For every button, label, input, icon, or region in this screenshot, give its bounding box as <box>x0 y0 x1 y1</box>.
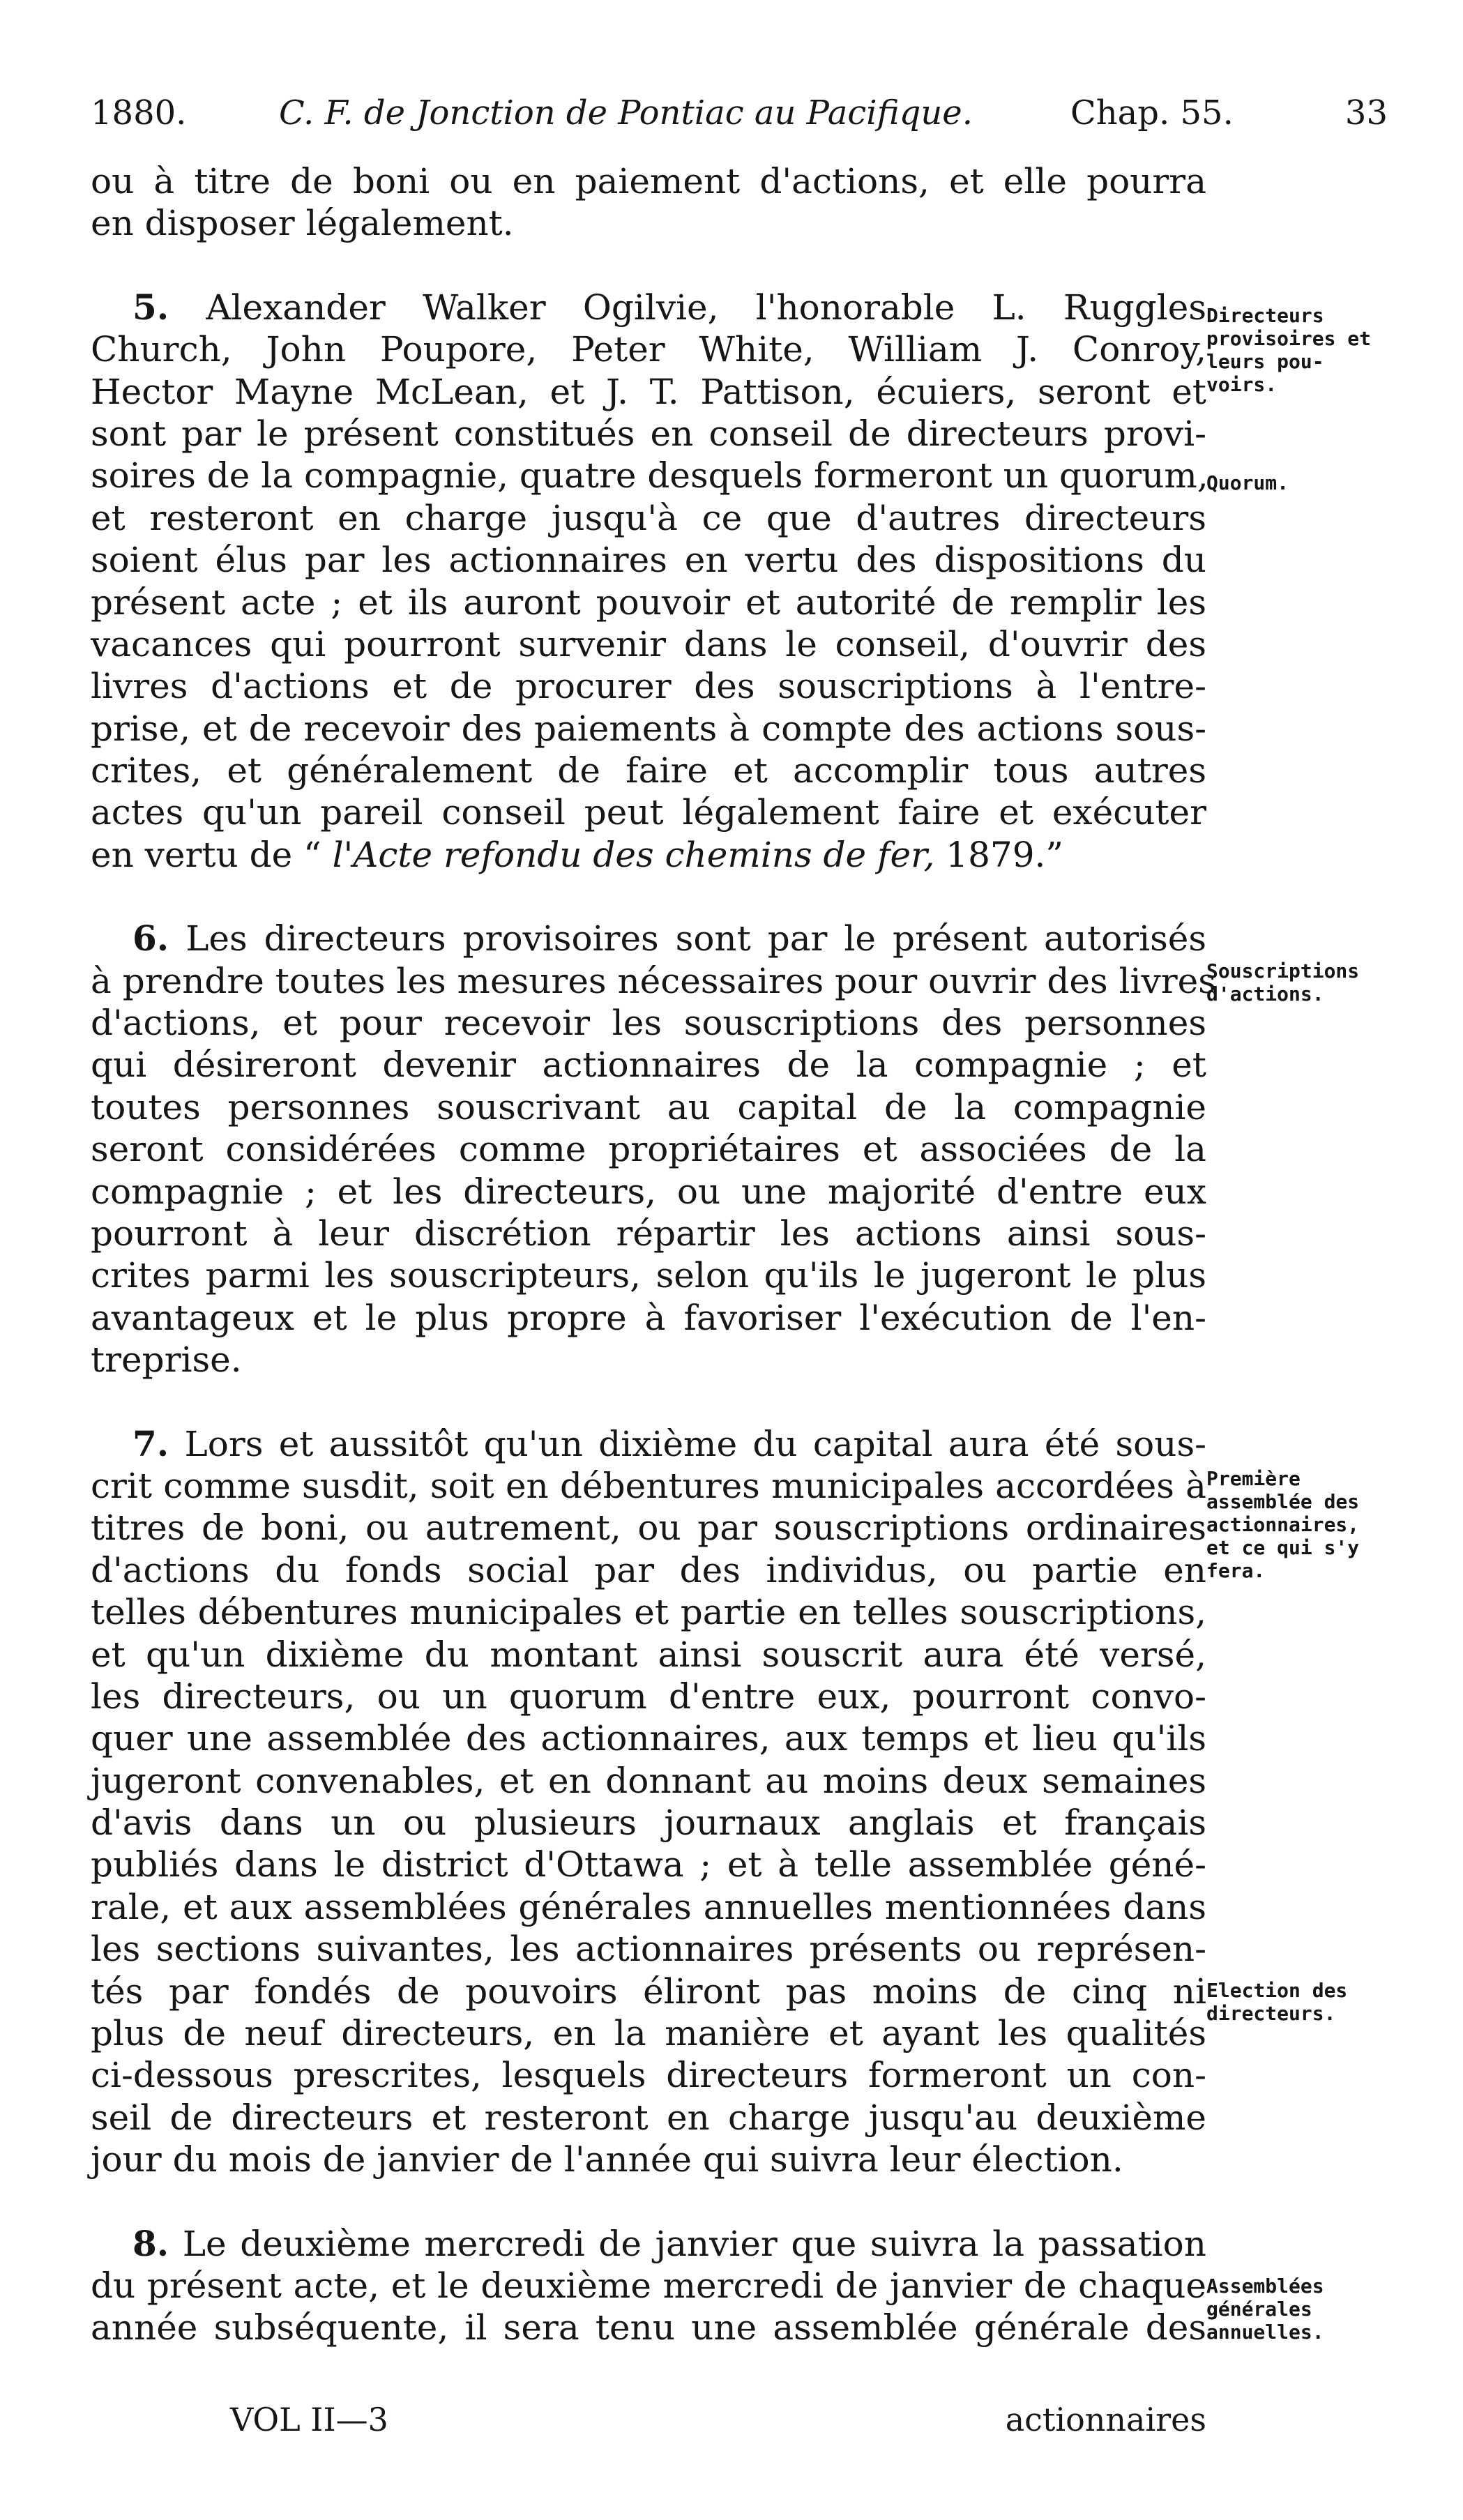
note-line: et ce qui s'y <box>1206 1536 1360 1559</box>
page-number: 33 <box>1344 93 1388 132</box>
section-number: 7. <box>132 1422 169 1464</box>
text-line: les directeurs, ou un quorum d'entre eux, pourront convo- <box>91 1676 1206 1717</box>
note-line: Première <box>1206 1467 1301 1490</box>
text-line: compagnie ; et les directeurs, ou une majorité d'entre eux <box>91 1171 1206 1212</box>
note-line: fera. <box>1206 1559 1266 1582</box>
text-line: d'avis dans un ou plusieurs journaux anglais et français <box>91 1802 1206 1844</box>
text-line: jugeront convenables, et en donnant au moins deux semaines <box>91 1760 1206 1801</box>
text-line: titres de boni, ou autrement, ou par souscriptions ordinaires <box>91 1508 1206 1549</box>
margin-note-premiere-assemblee <box>1206 1467 1402 1582</box>
text-line: seront considérées comme propriétaires et associées de la <box>91 1129 1206 1170</box>
line-text: 1879.” <box>934 834 1063 875</box>
catchword: actionnaires <box>1005 2401 1206 2438</box>
text-line: quer une assemblée des actionnaires, aux temps et lieu qu'ils <box>91 1718 1206 1759</box>
section-5 <box>91 287 1206 876</box>
act-title: l'Acte refondu des chemins de fer, <box>332 834 935 875</box>
line-text: Lors et aussitôt qu'un dixième du capital aura été sous- <box>184 1423 1206 1464</box>
section-6 <box>91 918 1216 1381</box>
note-line: leurs pou- <box>1206 350 1324 373</box>
note-line: Quorum. <box>1206 471 1289 494</box>
margin-note-assemblees-annuelles <box>1206 2275 1402 2344</box>
header-chapter: Chap. 55. <box>1070 93 1234 132</box>
header-year: 1880. <box>91 93 187 132</box>
text-line: crites, et généralement de faire et accomplir tous autres <box>91 750 1206 791</box>
line-text: Les directeurs provisoires sont par le présent autorisés <box>185 918 1206 959</box>
text-line: prise, et de recevoir des paiements à compte des actions sous- <box>91 708 1206 749</box>
note-line: assemblée des <box>1206 1490 1360 1513</box>
text-line: rale, et aux assemblées générales annuelles mentionnées dans <box>91 1886 1206 1927</box>
text-line: année subséquente, il sera tenu une assemblée générale des <box>91 2307 1206 2348</box>
running-header <box>91 85 1388 141</box>
text-line <box>91 834 1206 876</box>
text-line: crites parmi les souscripteurs, selon qu'ils le jugeront le plus <box>91 1255 1206 1296</box>
volume-signature: VOL II—3 <box>230 2401 388 2438</box>
text-line <box>91 287 1206 328</box>
line-text: en vertu de “ <box>91 834 333 875</box>
line-text: Le deuxième mercredi de janvier que suivra la passation <box>182 2223 1206 2264</box>
section-number: 6. <box>132 918 169 959</box>
text-line: pourront à leur discrétion répartir les actions ainsi sous- <box>91 1213 1206 1254</box>
text-line: Church, John Poupore, Peter White, William J. Conroy, <box>91 329 1206 370</box>
header-title: C. F. de Jonction de Pontiac au Pacifique. <box>279 93 973 132</box>
text-line: crit comme susdit, soit en débentures municipales accordées à <box>91 1465 1206 1506</box>
body-text <box>91 160 1216 2349</box>
text-line: présent acte ; et ils auront pouvoir et autorité de remplir les <box>91 582 1206 623</box>
section-8 <box>91 2223 1206 2349</box>
note-line: Souscriptions <box>1206 959 1360 982</box>
note-line: directeurs. <box>1206 2002 1336 2025</box>
text-line: Hector Mayne McLean, et J. T. Pattison, écuiers, seront et <box>91 371 1206 412</box>
text-line: sont par le présent constitués en conseil de directeurs provi- <box>91 413 1206 454</box>
note-line: actionnaires, <box>1206 1513 1360 1536</box>
text-line: et qu'un dixième du montant ainsi souscrit aura été versé, <box>91 1634 1206 1675</box>
text-line <box>91 2223 1206 2265</box>
text-line: telles débentures municipales et partie en telles souscriptions, <box>91 1592 1206 1633</box>
note-line: générales <box>1206 2298 1312 2321</box>
text-line: plus de neuf directeurs, en la manière et ayant les qualités <box>91 2013 1206 2054</box>
text-line: en disposer légalement. <box>91 203 514 244</box>
text-line <box>91 918 1206 959</box>
margin-note-directeurs <box>1206 304 1402 396</box>
section-number: 8. <box>132 2222 169 2264</box>
paragraph-continuation <box>91 160 1206 245</box>
note-line: provisoires et <box>1206 327 1372 350</box>
text-line: treprise. <box>91 1339 242 1381</box>
margin-note-souscriptions <box>1206 959 1402 1005</box>
page-footer <box>91 2399 1206 2441</box>
margin-note-election <box>1206 1979 1402 2025</box>
note-line: d'actions. <box>1206 982 1324 1005</box>
text-line: à prendre toutes les mesures nécessaires pour ouvrir des livres <box>91 960 1216 1001</box>
note-line: voirs. <box>1206 373 1278 396</box>
text-line: actes qu'un pareil conseil peut légalement faire et exécuter <box>91 792 1206 833</box>
text-line: ci-dessous prescrites, lesquels directeurs formeront un con- <box>91 2055 1206 2096</box>
text-line: avantageux et le plus propre à favoriser l'exécution de l'en- <box>91 1297 1206 1338</box>
text-line: d'actions, et pour recevoir les souscriptions des personnes <box>91 1003 1206 1044</box>
note-line: Assemblées <box>1206 2275 1324 2298</box>
text-line: jour du mois de janvier de l'année qui suivra leur élection. <box>91 2139 1123 2180</box>
text-line <box>91 1423 1206 1465</box>
text-line: livres d'actions et de procurer des souscriptions à l'entre- <box>91 666 1206 707</box>
note-line: annuelles. <box>1206 2321 1324 2344</box>
line-text: Alexander Walker Ogilvie, l'honorable L. Ruggles <box>206 287 1206 328</box>
text-line: soient élus par les actionnaires en vertu des dispositions du <box>91 540 1206 581</box>
text-line: du présent acte, et le deuxième mercredi de janvier de chaque <box>91 2265 1206 2306</box>
text-line: ou à titre de boni ou en paiement d'actions, et elle pourra <box>91 161 1206 202</box>
text-line: qui désireront devenir actionnaires de la compagnie ; et <box>91 1045 1206 1086</box>
text-line: toutes personnes souscrivant au capital de la compagnie <box>91 1086 1206 1128</box>
note-line: Election des <box>1206 1979 1348 2002</box>
text-line: d'actions du fonds social par des individus, ou partie en <box>91 1549 1206 1591</box>
text-line: tés par fondés de pouvoirs éliront pas moins de cinq ni <box>91 1971 1206 2012</box>
text-line: seil de directeurs et resteront en charge jusqu'au deuxième <box>91 2097 1206 2138</box>
text-line: et resteront en charge jusqu'à ce que d'autres directeurs <box>91 497 1206 538</box>
text-line: les sections suivantes, les actionnaires présents ou représen- <box>91 1929 1206 1970</box>
text-line: publiés dans le district d'Ottawa ; et à telle assemblée géné- <box>91 1844 1206 1885</box>
text-line: soires de la compagnie, quatre desquels formeront un quorum, <box>91 455 1208 496</box>
text-line: vacances qui pourront survenir dans le conseil, d'ouvrir des <box>91 623 1206 665</box>
section-7 <box>91 1423 1206 2181</box>
margin-note-quorum <box>1206 471 1402 494</box>
note-line: Directeurs <box>1206 304 1324 327</box>
section-number: 5. <box>132 286 169 328</box>
